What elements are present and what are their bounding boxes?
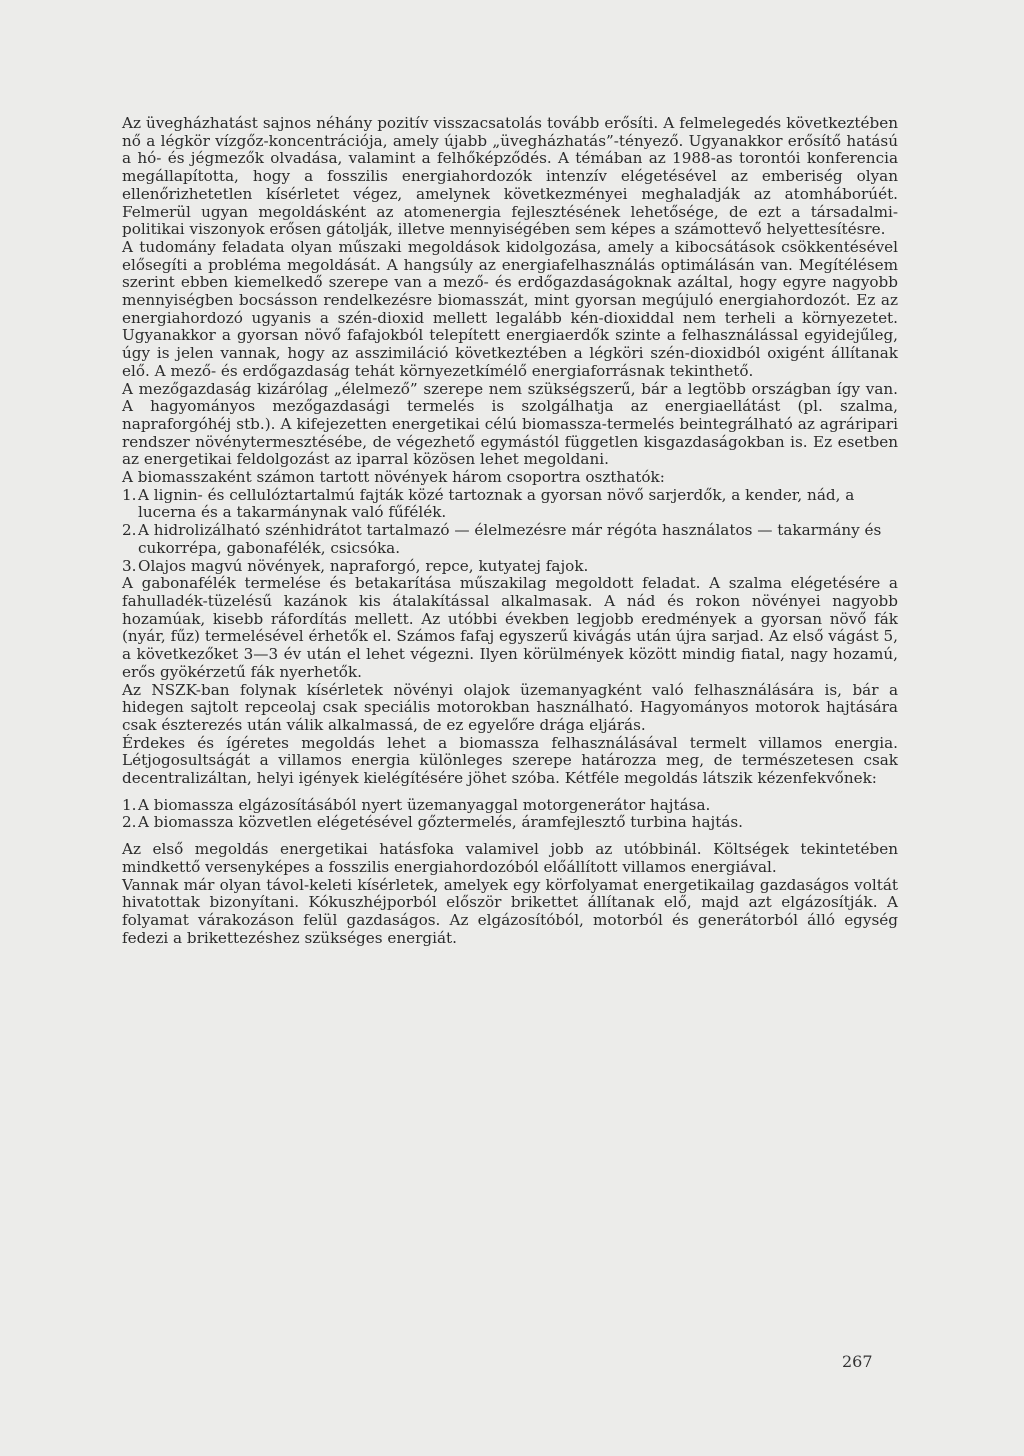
paragraph-5: A gabonafélék termelése és betakarítása műszakilag megoldott feladat. A szalma elégetésére a fahulladék-tüzelésű kazánok kis átalakítással alkalmasak. A nád és rokon növényei nagyobb hozamúak, kisebb ráfordítás mellett. Az utóbbi években legjobb eredmények a gyorsan növő fák (nyár, fűz) termelésével érhetők el. Számos fafaj egyszerű kivágás után újra sarjad. Az első vágást 5, a következőket 3—3 év után el lehet végezni. Ilyen körülmények között mindig fiatal, nagy hozamú, erős gyökérzetű fák nyerhetők. bbox=[122, 574, 898, 681]
list-item bbox=[122, 487, 898, 522]
paragraph-4: A biomasszaként számon tartott növények három csoportra oszthatók: bbox=[122, 468, 665, 487]
list-number: 1. bbox=[122, 485, 137, 504]
paragraph-3: A mezőgazdaság kizárólag „élelmező” szerepe nem szükségszerű, bár a legtöbb országban így van. A hagyományos mezőgazdasági termelés is szolgálhatja az energiaellátást (pl. szalma, napraforgóhéj stb.). A kifejezetten energetikai célú biomassza-termelés beintegrálható az agráripari rendszer növénytermesztésébe, de végezhető egymástól független kisgazdaságokban is. Ez esetben az energetikai feldolgozást az iparral közösen lehet megoldani. bbox=[122, 379, 898, 469]
list-number: 1. bbox=[122, 795, 137, 814]
list-text: A biomassza közvetlen elégetésével gőztermelés, áramfejlesztő turbina hajtás. bbox=[138, 813, 744, 832]
list-item bbox=[122, 814, 898, 832]
list-number: 2. bbox=[122, 521, 137, 540]
paragraph-9: Vannak már olyan távol-keleti kísérletek, amelyek egy körfolyamat energetikailag gazdaságos voltát hivatottak bizonyítani. Kókuszhéjporból először brikettet állítanak elő, majd azt elgázosítják. A folyamat várakozáson felül gazdaságos. Az elgázosítóból, motorból és generátorból álló egység fedezi a brikettezéshez szükséges energiát. bbox=[122, 875, 898, 947]
paragraph-7: Érdekes és ígéretes megoldás lehet a biomassza felhasználásával termelt villamos energia. Létjogosultságát a villamos energia különleges szerepe határozza meg, de természetesen csak decentralizáltan, helyi igények kielégítésére jöhet szóba. Kétféle megoldás látszik kézenfekvőnek: bbox=[122, 733, 898, 788]
paragraph-2: A tudomány feladata olyan műszaki megoldások kidolgozása, amely a kibocsátások csökkentésével elősegíti a probléma megoldását. A hangsúly az energiafelhasználás optimálásán van. Megítélésem szerint ebben kiemelkedő szerepe van a mező- és erdőgazdaságoknak azáltal, hogy egyre nagyobb mennyiségben bocsásson rendelkezésre biomasszát, mint gyorsan megújuló energiahordozót. Ez az energiahordozó ugyanis a szén-dioxid mellett legalább kén-dioxiddal nem terheli a környezetet. Ugyanakkor a gyorsan növő fafajokból telepített energiaerdők szinte a felhasználással egyidejűleg, úgy is jelen vannak, hogy az asszimiláció következtében a légköri szén-dioxidból oxigént állítanak elő. A mező- és erdőgazdaság tehát környezetkímélő energiaforrásnak tekinthető. bbox=[122, 237, 898, 380]
list-text: A biomassza elgázosításából nyert üzemanyaggal motorgenerátor hajtása. bbox=[138, 795, 711, 814]
page-number: 267 bbox=[842, 1352, 873, 1371]
list-item bbox=[122, 558, 898, 576]
list-number: 3. bbox=[122, 556, 137, 575]
list-text: A hidrolizálható szénhidrátot tartalmazó — élelmezésre már régóta használatos — takarmány és cukorrépa, gabonafélék, csicsóka. bbox=[138, 521, 882, 557]
list-item bbox=[122, 797, 898, 815]
list-item bbox=[122, 522, 898, 557]
body-text bbox=[122, 115, 898, 947]
list-text: A lignin- és cellulóztartalmú fajták közé tartoznak a gyorsan növő sarjerdők, a kender, nád, a lucerna és a takarmánynak való fűfélék. bbox=[138, 485, 855, 522]
paragraph-8: Az első megoldás energetikai hatásfoka valamivel jobb az utóbbinál. Költségek tekintetében mindkettő versenyképes a fosszilis energiahordozóból előállított villamos energiával. bbox=[122, 840, 898, 876]
paragraph-6: Az NSZK-ban folynak kísérletek növényi olajok üzemanyagként való felhasználására is, bár a hidegen sajtolt repceolaj csak speciális motorokban használható. Hagyományos motorok hajtására csak észterezés után válik alkalmassá, de ez egyelőre drága eljárás. bbox=[122, 680, 898, 734]
paragraph-1: Az üvegházhatást sajnos néhány pozitív visszacsatolás tovább erősíti. A felmelegedés következtében nő a légkör vízgőz-koncentrációja, amely újabb „üvegházhatás”-tényező. Ugyanakkor erősítő hatású a hó- és jégmezők olvadása, valamint a felhőképződés. A témában az 1988-as torontói konferencia megállapította, hogy a fosszilis energiahordozók intenzív elégetésével az emberiség olyan ellenőrizhetetlen kísérletet végez, amelynek következményei meghaladják az atomháborúét. Felmerül ugyan megoldásként az atomenergia fejlesztésének lehetősége, de ezt a társadalmi-politikai viszonyok erősen gátolják, illetve mennyiségében sem képes a számottevő helyettesítésre. bbox=[122, 114, 898, 239]
list-text: Olajos magvú növények, napraforgó, repce, kutyatej fajok. bbox=[138, 556, 589, 575]
biomass-groups-list bbox=[122, 487, 898, 576]
solutions-list bbox=[122, 797, 898, 832]
list-number: 2. bbox=[122, 813, 137, 832]
